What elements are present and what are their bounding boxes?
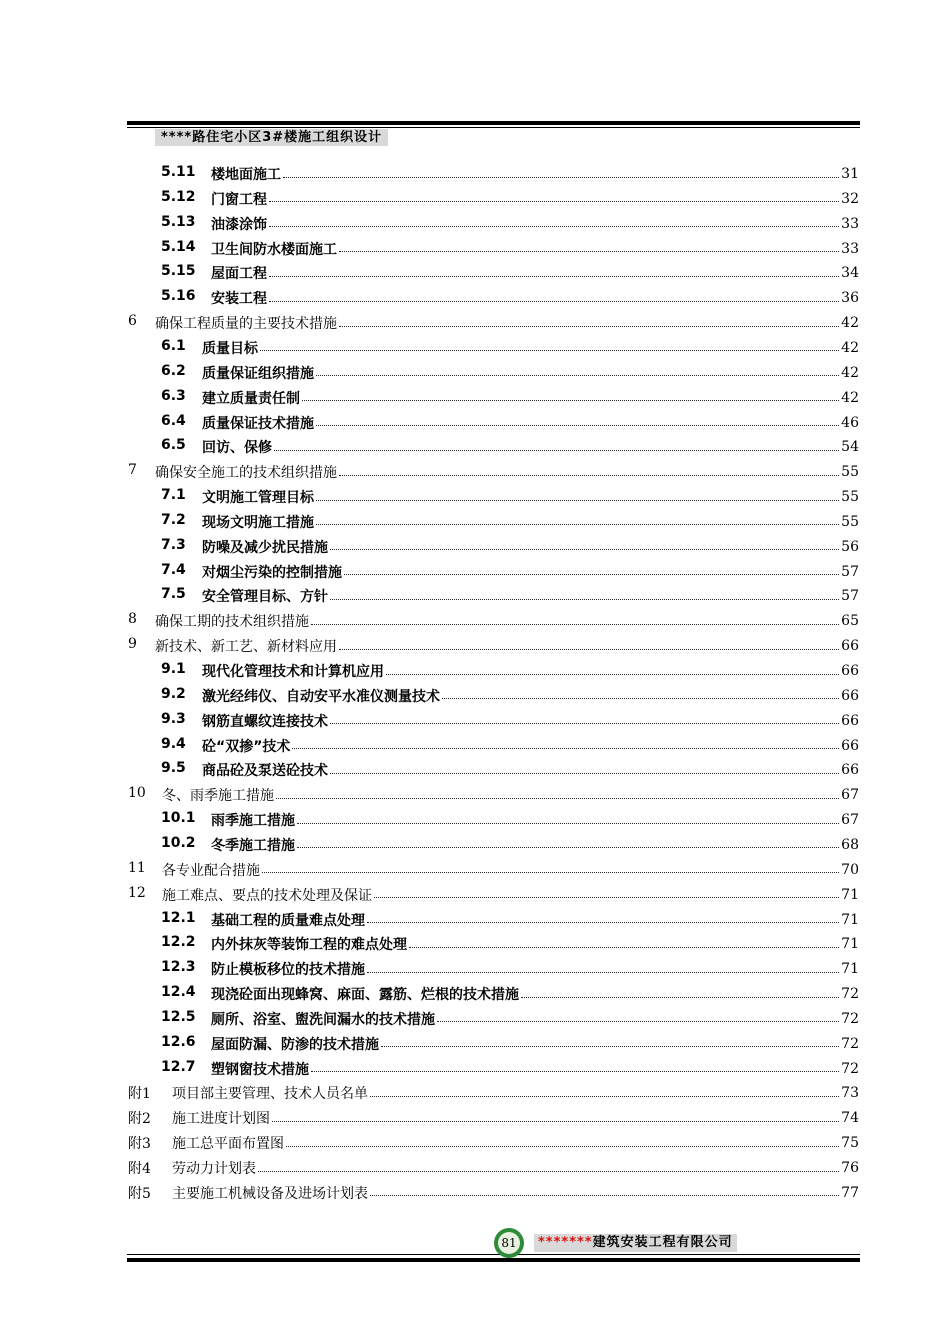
toc-entry-number: 附1 <box>128 1086 151 1103</box>
toc-leader-dots <box>311 1071 839 1072</box>
toc-entry-label <box>128 1158 256 1178</box>
toc-entry[interactable] <box>0 460 859 484</box>
toc-entry-page: 65 <box>841 613 859 630</box>
toc-entry-title: 安全管理目标、方针 <box>202 589 328 606</box>
toc-entry-label <box>161 711 328 731</box>
header-rule <box>127 121 860 125</box>
toc-entry-title: 施工进度计划图 <box>172 1111 270 1128</box>
toc-leader-dots <box>437 1021 839 1022</box>
toc-entry-page: 68 <box>841 836 859 853</box>
toc-entry[interactable] <box>0 411 859 435</box>
toc-entry-label <box>128 1133 284 1153</box>
toc-entry-title: 冬、雨季施工措施 <box>162 788 274 805</box>
toc-entry-number: 6.5 <box>161 437 186 454</box>
toc-entry-title: 门窗工程 <box>211 191 267 208</box>
toc-entry-title: 防止模板移位的技术措施 <box>211 962 365 979</box>
toc-entry-number: 12 <box>128 884 146 901</box>
toc-entry-label <box>161 835 295 855</box>
toc-entry[interactable] <box>0 510 859 534</box>
toc-entry-page: 42 <box>841 339 859 356</box>
toc-leader-dots <box>344 574 839 575</box>
company-stars: ******* <box>538 1235 593 1250</box>
toc-entry-number: 10.1 <box>161 810 196 827</box>
toc-entry-label <box>161 214 267 234</box>
toc-leader-dots <box>297 847 839 848</box>
toc-entry-number: 9.1 <box>161 661 186 677</box>
toc-entry[interactable] <box>0 212 859 236</box>
toc-entry-title: 建立质量责任制 <box>202 390 300 407</box>
toc-leader-dots <box>409 947 839 948</box>
toc-entry-title: 项目部主要管理、技术人员名单 <box>172 1086 368 1103</box>
toc-entry-number: 9.3 <box>161 710 186 727</box>
toc-entry-label <box>161 239 337 259</box>
toc-entry[interactable] <box>0 808 859 832</box>
toc-leader-dots <box>374 897 839 898</box>
toc-leader-dots <box>262 872 839 873</box>
toc-entry-label <box>161 686 440 706</box>
toc-entry-label <box>128 860 260 880</box>
toc-entry-title: 施工总平面布置图 <box>172 1136 284 1153</box>
toc-entry-label <box>161 586 328 606</box>
toc-entry-title: 确保工程质量的主要技术措施 <box>155 316 337 333</box>
toc-entry-page: 70 <box>841 861 859 878</box>
toc-entry-title: 回访、保修 <box>202 440 272 457</box>
toc-entry-page: 71 <box>841 961 859 978</box>
toc-entry[interactable] <box>0 1106 859 1130</box>
toc-leader-dots <box>339 251 839 252</box>
toc-entry-page: 67 <box>841 787 859 804</box>
toc-entry-page: 54 <box>841 439 859 456</box>
toc-leader-dots <box>269 226 839 227</box>
toc-entry[interactable] <box>0 982 859 1006</box>
toc-entry-label <box>161 736 290 756</box>
toc-entry-label <box>161 760 328 780</box>
toc-entry-number: 5.12 <box>161 188 196 205</box>
toc-entry[interactable] <box>0 709 859 733</box>
toc-entry-number: 7.3 <box>161 536 186 553</box>
toc-leader-dots <box>269 301 839 302</box>
toc-entry-label <box>161 1009 435 1029</box>
toc-entry-page: 55 <box>841 464 859 481</box>
toc-entry-label <box>161 487 314 507</box>
toc-entry-page: 46 <box>841 414 859 431</box>
toc-leader-dots <box>381 1046 839 1047</box>
toc-entry-number: 7.1 <box>161 487 186 504</box>
toc-leader-dots <box>316 425 839 426</box>
toc-entry[interactable] <box>0 1131 859 1155</box>
toc-entry-page: 57 <box>841 588 859 605</box>
toc-entry-page: 66 <box>841 638 859 655</box>
toc-entry-page: 57 <box>841 563 859 580</box>
toc-entry[interactable] <box>0 311 859 335</box>
toc-entry-label <box>161 338 258 358</box>
toc-entry[interactable] <box>0 734 859 758</box>
toc-entry-page: 75 <box>841 1135 859 1152</box>
toc-entry-number: 12.6 <box>161 1033 196 1050</box>
toc-entry[interactable] <box>0 162 859 186</box>
toc-entry-number: 10 <box>128 785 146 802</box>
toc-entry-number: 11 <box>128 859 146 876</box>
toc-entry-title: 质量目标 <box>202 340 258 357</box>
toc-leader-dots <box>330 773 839 774</box>
toc-entry-page: 34 <box>841 265 859 282</box>
toc-leader-dots <box>367 972 839 973</box>
toc-entry[interactable] <box>0 758 859 782</box>
toc-leader-dots <box>276 798 839 799</box>
toc-leader-dots <box>283 177 839 178</box>
toc-entry-number: 12.3 <box>161 959 196 976</box>
toc-entry[interactable] <box>0 584 859 608</box>
toc-entry-number: 6.1 <box>161 337 186 354</box>
toc-leader-dots <box>272 1121 839 1122</box>
page-number: 81 <box>498 1232 520 1254</box>
toc-entry-number: 附5 <box>128 1185 151 1202</box>
toc-entry-label <box>161 388 300 408</box>
toc-entry[interactable] <box>0 336 859 360</box>
toc-entry-title: 新技术、新工艺、新材料应用 <box>155 639 337 656</box>
toc-entry-page: 67 <box>841 812 859 829</box>
toc-entry-title: 钢筋直螺纹连接技术 <box>202 713 328 730</box>
toc-entry-page: 42 <box>841 389 859 406</box>
toc-entry-title: 确保工期的技术组织措施 <box>155 614 309 631</box>
toc-entry-label <box>161 512 314 532</box>
toc-entry[interactable] <box>0 1081 859 1105</box>
toc-entry-page: 72 <box>841 1035 859 1052</box>
toc-entry[interactable] <box>0 858 859 882</box>
toc-entry-number: 5.16 <box>161 288 196 305</box>
toc-entry-number: 8 <box>128 611 137 628</box>
toc-entry-number: 7.2 <box>161 511 186 528</box>
toc-entry-title: 现场文明施工措施 <box>202 514 314 531</box>
toc-entry-label <box>128 636 337 656</box>
toc-entry-number: 6.2 <box>161 362 186 379</box>
toc-entry-label <box>128 462 337 482</box>
toc-entry[interactable] <box>0 286 859 310</box>
toc-entry-title: 各专业配合措施 <box>162 862 260 879</box>
toc-entry-page: 66 <box>841 737 859 754</box>
toc-entry[interactable] <box>0 187 859 211</box>
toc-entry-number: 12.1 <box>161 909 196 926</box>
toc-entry-page: 42 <box>841 315 859 332</box>
toc-entry-number: 12.4 <box>161 984 196 1001</box>
toc-entry-title: 施工难点、要点的技术处理及保证 <box>162 887 372 904</box>
toc-entry-title: 安装工程 <box>211 291 267 308</box>
toc-entry-title: 屋面防漏、防渗的技术措施 <box>211 1036 379 1053</box>
toc-entry-number: 10.2 <box>161 834 196 851</box>
toc-entry-title: 现浇砼面出现蜂窝、麻面、露筋、烂根的技术措施 <box>211 987 519 1004</box>
toc-leader-dots <box>316 524 839 525</box>
toc-entry-title: 油漆涂饰 <box>211 216 267 233</box>
toc-entry-label <box>161 363 314 383</box>
toc-entry-page: 71 <box>841 886 859 903</box>
toc-entry-label <box>161 164 281 184</box>
toc-leader-dots <box>258 1171 839 1172</box>
toc-entry-label <box>161 562 342 582</box>
toc-entry-page: 36 <box>841 290 859 307</box>
toc-leader-dots <box>297 823 839 824</box>
toc-entry-label <box>161 1034 379 1054</box>
header-rule-thin <box>127 127 860 128</box>
toc-entry[interactable] <box>0 361 859 385</box>
toc-entry[interactable] <box>0 883 859 907</box>
toc-entry-page: 77 <box>841 1184 859 1201</box>
toc-leader-dots <box>269 276 839 277</box>
toc-leader-dots <box>442 698 839 699</box>
toc-leader-dots <box>370 1096 839 1097</box>
toc-entry-number: 9.2 <box>161 685 186 702</box>
toc-entry-number: 12.7 <box>161 1058 196 1075</box>
toc-entry-label <box>161 413 314 433</box>
toc-entry-label <box>161 661 384 681</box>
toc-entry-number: 7.4 <box>161 561 186 578</box>
toc-entry[interactable] <box>0 1057 859 1081</box>
toc-leader-dots <box>386 674 839 675</box>
toc-entry-label <box>161 537 328 557</box>
toc-leader-dots <box>316 375 839 376</box>
toc-entry-number: 12.2 <box>161 934 196 951</box>
toc-entry-label <box>128 1108 270 1128</box>
footer-company <box>534 1234 737 1252</box>
toc-entry-number: 7.5 <box>161 586 186 603</box>
toc-entry[interactable] <box>0 435 859 459</box>
toc-entry-number: 5.11 <box>161 164 196 180</box>
toc-entry-page: 66 <box>841 663 859 679</box>
toc-entry-label <box>161 810 295 830</box>
toc-entry-number: 5.15 <box>161 263 196 280</box>
toc-entry-label <box>161 189 267 209</box>
toc-entry-page: 32 <box>841 190 859 207</box>
toc-entry-page: 56 <box>841 538 859 555</box>
toc-leader-dots <box>339 326 839 327</box>
toc-entry-title: 文明施工管理目标 <box>202 490 314 507</box>
toc-entry-page: 72 <box>841 1060 859 1077</box>
toc-entry-number: 9.4 <box>161 735 186 752</box>
toc-entry-number: 6.3 <box>161 387 186 404</box>
toc-entry-number: 附2 <box>128 1111 151 1128</box>
toc-entry[interactable] <box>0 261 859 285</box>
toc-entry[interactable] <box>0 833 859 857</box>
toc-entry-page: 71 <box>841 936 859 953</box>
toc-entry-page: 74 <box>841 1110 859 1127</box>
toc-entry-label <box>161 263 267 283</box>
toc-entry-title: 质量保证组织措施 <box>202 365 314 382</box>
toc-entry-page: 66 <box>841 687 859 704</box>
toc-entry-title: 内外抹灰等装饰工程的难点处理 <box>211 937 407 954</box>
toc-entry-title: 对烟尘污染的控制措施 <box>202 564 342 581</box>
toc-entry-label <box>128 313 337 333</box>
toc-leader-dots <box>370 1195 839 1196</box>
toc-entry[interactable] <box>0 237 859 261</box>
toc-entry[interactable] <box>0 1156 859 1180</box>
toc-entry-page: 42 <box>841 364 859 381</box>
toc-entry[interactable] <box>0 609 859 633</box>
toc-entry-label <box>161 437 272 457</box>
toc-entry-number: 附3 <box>128 1136 151 1153</box>
toc-entry[interactable] <box>0 1181 859 1205</box>
toc-leader-dots <box>286 1146 839 1147</box>
toc-entry-page: 66 <box>841 762 859 779</box>
toc-entry-label <box>161 984 519 1004</box>
toc-entry[interactable] <box>0 386 859 410</box>
toc-entry-title: 确保安全施工的技术组织措施 <box>155 465 337 482</box>
toc-entry-number: 9 <box>128 636 137 653</box>
toc-entry-title: 质量保证技术措施 <box>202 415 314 432</box>
toc-entry-page: 76 <box>841 1160 859 1176</box>
toc-entry-label <box>161 910 365 930</box>
toc-leader-dots <box>260 350 839 351</box>
toc-entry-label <box>161 1059 309 1079</box>
toc-entry-title: 厕所、浴室、盥洗间漏水的技术措施 <box>211 1011 435 1028</box>
toc-entry-label <box>161 288 267 308</box>
toc-entry-number: 附4 <box>128 1161 151 1177</box>
toc-entry-number: 6.4 <box>161 412 186 429</box>
toc-entry-title: 塑钢窗技术措施 <box>211 1061 309 1078</box>
toc-entry-number: 7 <box>128 462 137 479</box>
toc-entry-page: 72 <box>841 1010 859 1027</box>
toc-entry[interactable] <box>0 560 859 584</box>
toc-entry[interactable] <box>0 485 859 509</box>
toc-entry-page: 71 <box>841 911 859 928</box>
toc-entry-label <box>161 934 407 954</box>
toc-leader-dots <box>330 549 839 550</box>
toc-entry-label <box>161 959 365 979</box>
toc-entry-title: 基础工程的质量难点处理 <box>211 912 365 929</box>
toc-entry-number: 5.14 <box>161 238 196 255</box>
toc-entry[interactable] <box>0 634 859 658</box>
toc-entry[interactable] <box>0 932 859 956</box>
toc-entry-label <box>128 611 309 631</box>
toc-entry[interactable] <box>0 659 859 683</box>
toc-entry[interactable] <box>0 783 859 807</box>
company-name: 建筑安装工程有限公司 <box>592 1235 733 1250</box>
toc-entry-title: 激光经纬仪、自动安平水准仪测量技术 <box>202 688 440 705</box>
toc-leader-dots <box>269 201 839 202</box>
toc-entry-number: 6 <box>128 313 137 330</box>
toc-leader-dots <box>521 997 839 998</box>
toc-leader-dots <box>274 450 839 451</box>
toc-entry-label <box>128 1083 368 1103</box>
header-title: ****路住宅小区3#楼施工组织设计 <box>155 129 388 146</box>
toc-entry-label <box>128 885 372 905</box>
toc-entry-page: 33 <box>841 240 859 257</box>
toc-leader-dots <box>316 500 839 501</box>
toc-entry-number: 12.5 <box>161 1008 196 1025</box>
toc-leader-dots <box>311 624 839 625</box>
toc-entry-label <box>128 785 274 805</box>
toc-entry-title: 卫生间防水楼面施工 <box>211 241 337 258</box>
toc-entry-title: 劳动力计划表 <box>172 1161 256 1177</box>
page-number-badge <box>494 1228 524 1258</box>
toc-entry-title: 防噪及减少扰民措施 <box>202 539 328 556</box>
toc-entry-title: 冬季施工措施 <box>211 837 295 854</box>
toc-entry-title: 现代化管理技术和计算机应用 <box>202 664 384 680</box>
footer-rule <box>127 1258 860 1262</box>
toc-entry-page: 31 <box>841 166 859 182</box>
toc-entry-page: 73 <box>841 1085 859 1102</box>
toc-entry-page: 72 <box>841 986 859 1003</box>
toc-entry-number: 9.5 <box>161 760 186 777</box>
toc-leader-dots <box>330 599 839 600</box>
toc-entry-number: 5.13 <box>161 213 196 230</box>
toc-entry-page: 55 <box>841 489 859 506</box>
toc-leader-dots <box>330 723 839 724</box>
toc-entry-page: 66 <box>841 712 859 729</box>
toc-entry-title: 主要施工机械设备及进场计划表 <box>172 1185 368 1202</box>
toc-entry[interactable] <box>0 957 859 981</box>
toc-entry-title: 屋面工程 <box>211 266 267 283</box>
toc-entry-title: 楼地面施工 <box>211 167 281 183</box>
footer-rule-thin <box>127 1254 860 1255</box>
toc-entry-label <box>128 1183 368 1203</box>
toc-leader-dots <box>292 748 839 749</box>
toc-leader-dots <box>302 400 839 401</box>
toc-entry[interactable] <box>0 684 859 708</box>
toc-entry[interactable] <box>0 908 859 932</box>
toc-entry[interactable] <box>0 1007 859 1031</box>
toc-entry-title: 砼“双掺”技术 <box>202 738 291 755</box>
toc-entry-page: 33 <box>841 215 859 232</box>
toc-entry[interactable] <box>0 535 859 559</box>
toc-leader-dots <box>367 922 839 923</box>
toc-leader-dots <box>339 649 839 650</box>
toc-leader-dots <box>339 475 839 476</box>
toc-entry[interactable] <box>0 1032 859 1056</box>
toc-entry-title: 雨季施工措施 <box>211 813 295 830</box>
toc-entry-title: 商品砼及泵送砼技术 <box>202 763 328 780</box>
toc-entry-page: 55 <box>841 513 859 530</box>
